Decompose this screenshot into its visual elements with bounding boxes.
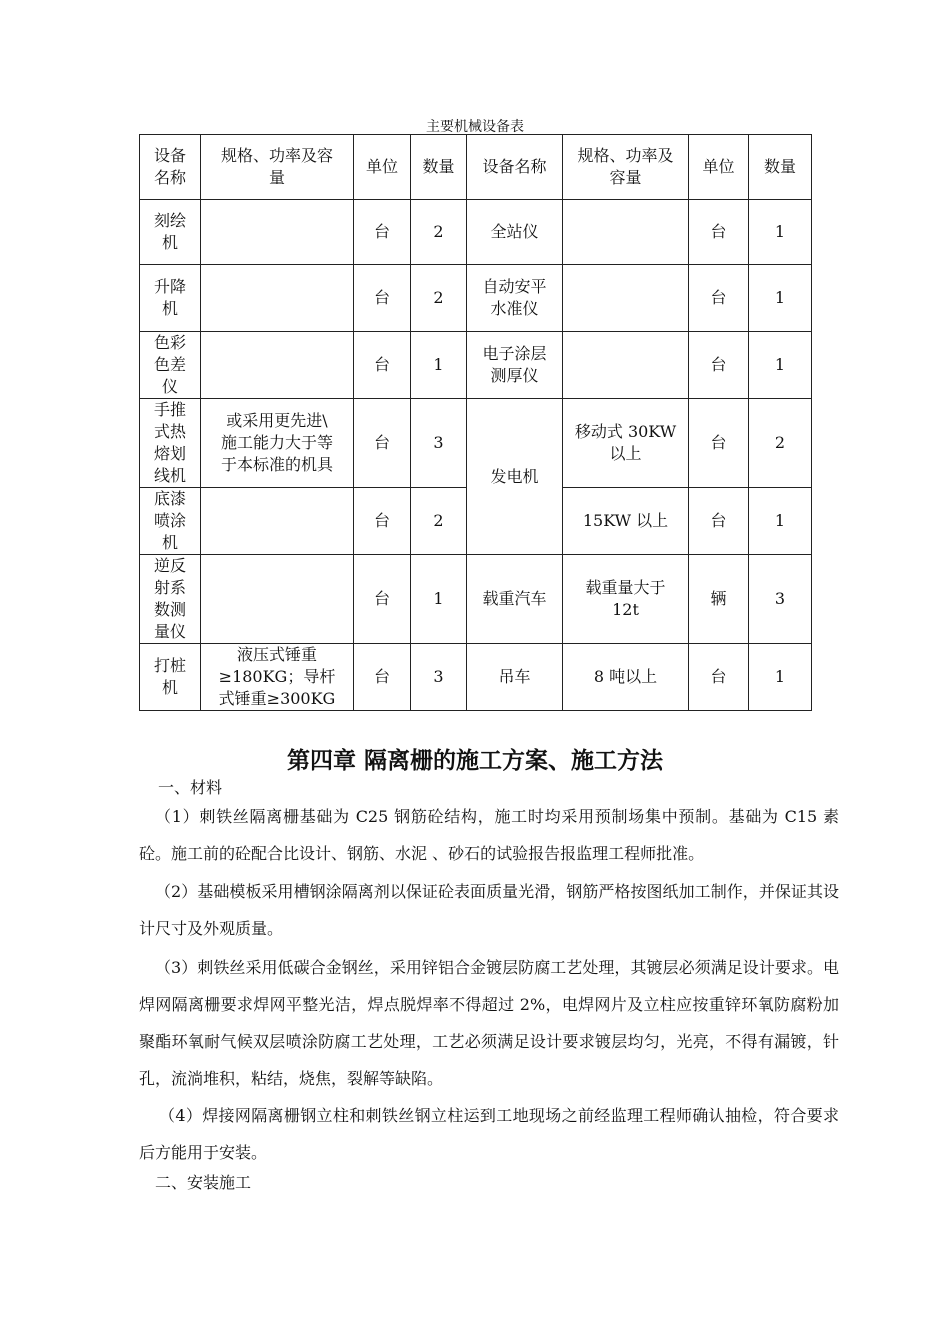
equipment-unit-2: 台 bbox=[689, 332, 749, 399]
equipment-unit: 台 bbox=[354, 488, 411, 555]
equipment-qty: 1 bbox=[411, 332, 467, 399]
header-cell: 数量 bbox=[749, 135, 812, 200]
equipment-spec bbox=[201, 555, 354, 644]
table-row bbox=[140, 555, 812, 644]
equipment-name-2: 载重汽车 bbox=[467, 555, 563, 644]
equipment-unit: 台 bbox=[354, 644, 411, 711]
paragraph-2: （2）基础模板采用槽钢涂隔离剂以保证砼表面质量光滑，钢筋严格按图纸加工制作，并保证其设计尺寸及外观质量。 bbox=[139, 882, 839, 938]
section-heading-installation: 二、安装施工 bbox=[155, 1173, 252, 1192]
equipment-unit-2: 台 bbox=[689, 200, 749, 265]
equipment-name: 刻绘 机 bbox=[140, 200, 201, 265]
equipment-unit-2: 台 bbox=[689, 265, 749, 332]
equipment-qty-2: 3 bbox=[749, 555, 812, 644]
section-heading-materials: 一、材料 bbox=[158, 778, 223, 797]
paragraph-4: （4）焊接网隔离栅钢立柱和刺铁丝钢立柱运到工地现场之前经监理工程师确认抽检，符合要求后方能用于安装。 bbox=[139, 1106, 839, 1162]
equipment-name-2: 自动安平 水准仪 bbox=[467, 265, 563, 332]
header-cell: 规格、功率及容 量 bbox=[201, 135, 354, 200]
equipment-spec-2: 载重量大于 12t bbox=[563, 555, 689, 644]
equipment-name: 色彩 色差 仪 bbox=[140, 332, 201, 399]
equipment-unit: 台 bbox=[354, 265, 411, 332]
equipment-unit: 台 bbox=[354, 332, 411, 399]
header-cell: 设备名称 bbox=[467, 135, 563, 200]
equipment-unit: 台 bbox=[354, 399, 411, 488]
equipment-unit-2: 台 bbox=[689, 399, 749, 488]
table-row bbox=[140, 332, 812, 399]
equipment-name: 升降 机 bbox=[140, 265, 201, 332]
equipment-unit-2: 辆 bbox=[689, 555, 749, 644]
equipment-qty-2: 1 bbox=[749, 332, 812, 399]
equipment-name-2: 电子涂层 测厚仪 bbox=[467, 332, 563, 399]
table-header-row bbox=[140, 135, 812, 200]
equipment-qty: 2 bbox=[411, 200, 467, 265]
table-caption: 主要机械设备表 bbox=[426, 119, 524, 135]
table-row bbox=[140, 265, 812, 332]
equipment-qty-2: 1 bbox=[749, 488, 812, 555]
equipment-spec-2 bbox=[563, 332, 689, 399]
equipment-qty: 3 bbox=[411, 644, 467, 711]
equipment-name-2: 吊车 bbox=[467, 644, 563, 711]
header-cell: 单位 bbox=[354, 135, 411, 200]
equipment-spec-2: 移动式 30KW 以上 bbox=[563, 399, 689, 488]
equipment-spec-2 bbox=[563, 265, 689, 332]
equipment-spec bbox=[201, 200, 354, 265]
equipment-spec-2: 15KW 以上 bbox=[563, 488, 689, 555]
equipment-qty: 3 bbox=[411, 399, 467, 488]
equipment-unit: 台 bbox=[354, 555, 411, 644]
equipment-name-2: 全站仪 bbox=[467, 200, 563, 265]
equipment-qty-2: 1 bbox=[749, 200, 812, 265]
equipment-name: 逆反 射系 数测 量仪 bbox=[140, 555, 201, 644]
equipment-spec bbox=[201, 265, 354, 332]
equipment-qty-2: 1 bbox=[749, 265, 812, 332]
header-cell: 数量 bbox=[411, 135, 467, 200]
table-row bbox=[140, 200, 812, 265]
equipment-name: 底漆 喷涂 机 bbox=[140, 488, 201, 555]
header-cell: 设备 名称 bbox=[140, 135, 201, 200]
equipment-name: 打桩 机 bbox=[140, 644, 201, 711]
paragraph-3: （3）刺铁丝采用低碳合金钢丝，采用锌铝合金镀层防腐工艺处理，其镀层必须满足设计要求。电焊网隔离栅要求焊网平整光洁，焊点脱焊率不得超过 2%，电焊网片及立柱应按重锌环氧防腐粉加聚酯环氧耐气候双层喷涂防腐工艺处理，工艺必须满足设计要求镀层均匀，光亮，不得有漏镀，针孔，流淌堆积，粘结，烧焦，裂解等缺陷。 bbox=[139, 958, 839, 1088]
equipment-spec-2 bbox=[563, 200, 689, 265]
equipment-name: 手推 式热 熔划 线机 bbox=[140, 399, 201, 488]
equipment-spec bbox=[201, 332, 354, 399]
equipment-spec: 或采用更先进\ 施工能力大于等 于本标准的机具 bbox=[201, 399, 354, 488]
equipment-table bbox=[139, 134, 812, 711]
equipment-qty: 1 bbox=[411, 555, 467, 644]
equipment-qty-2: 2 bbox=[749, 399, 812, 488]
header-cell: 规格、功率及 容量 bbox=[563, 135, 689, 200]
equipment-unit-2: 台 bbox=[689, 488, 749, 555]
equipment-spec: 液压式锤重 ≥180KG；导杆 式锤重≥300KG bbox=[201, 644, 354, 711]
equipment-spec bbox=[201, 488, 354, 555]
chapter-title: 第四章 隔离栅的施工方案、施工方法 bbox=[286, 748, 663, 774]
equipment-spec-2: 8 吨以上 bbox=[563, 644, 689, 711]
equipment-name-2: 发电机 bbox=[467, 399, 563, 555]
table-row bbox=[140, 644, 812, 711]
equipment-qty: 2 bbox=[411, 488, 467, 555]
equipment-unit-2: 台 bbox=[689, 644, 749, 711]
table-row bbox=[140, 399, 812, 488]
header-cell: 单位 bbox=[689, 135, 749, 200]
paragraph-1: （1）刺铁丝隔离栅基础为 C25 钢筋砼结构，施工时均采用预制场集中预制。基础为 C15 素砼。施工前的砼配合比设计、钢筋、水泥 、砂石的试验报告报监理工程师批准。 bbox=[139, 807, 839, 863]
equipment-qty: 2 bbox=[411, 265, 467, 332]
equipment-unit: 台 bbox=[354, 200, 411, 265]
equipment-qty-2: 1 bbox=[749, 644, 812, 711]
